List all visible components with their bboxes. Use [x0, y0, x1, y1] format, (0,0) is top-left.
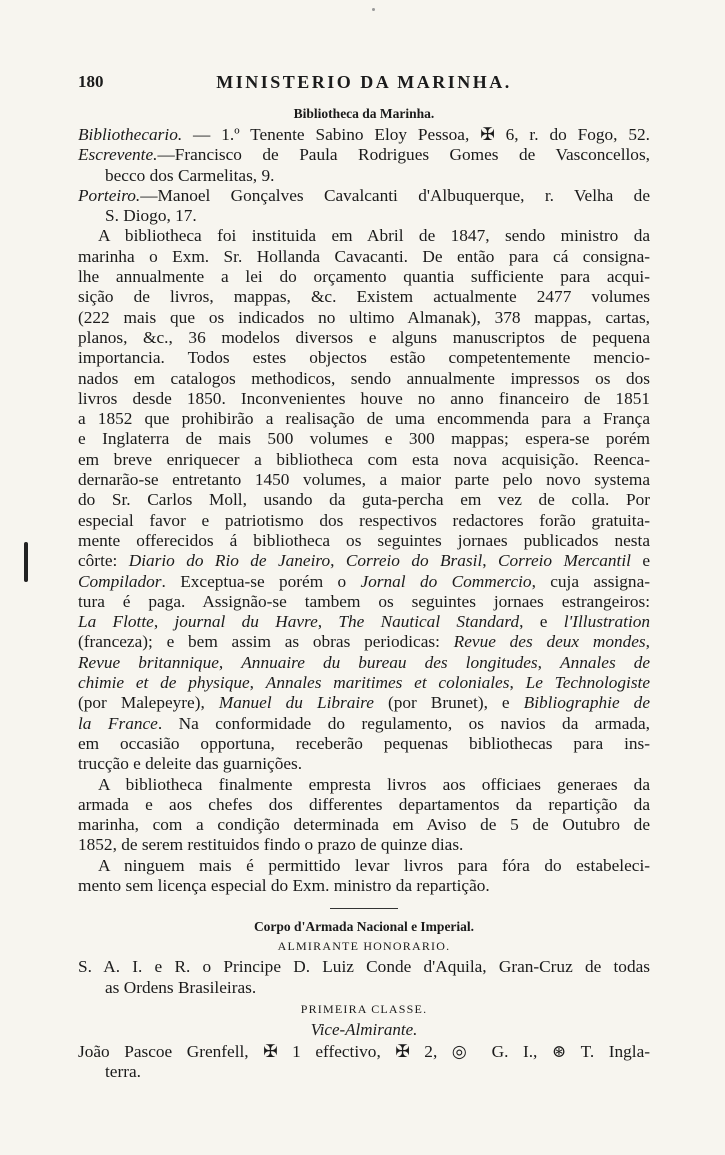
- text-line: João Pascoe Grenfell, ✠ 1 effectivo, ✠ 2, ◎ G. I., ⊛ T. Ingla-: [78, 1041, 650, 1061]
- staff-line: Porteiro.—Manoel Gonçalves Cavalcanti d'Albuquerque, r. Velha de: [78, 185, 650, 205]
- staff-line: Escrevente.—Francisco de Paula Rodrigues Gomes de Vasconcellos,: [78, 145, 650, 165]
- paragraph-book-loans: [78, 775, 650, 856]
- running-title: MINISTERIO DA MARINHA.: [216, 72, 512, 92]
- running-header: [78, 72, 650, 100]
- text-line: lhe annualmente a lei do orçamento quantia sufficiente para acqui-: [78, 267, 650, 287]
- subtitle-almirante-honorario: ALMIRANTE HONORARIO.: [277, 939, 451, 954]
- text-line: A ninguem mais é permittido levar livros para fóra do estabeleci-: [98, 855, 650, 875]
- text-line: importancia. Todos estes objectos estão competentemente mencio-: [78, 348, 650, 368]
- text-line: (franceza); e bem assim as obras periodicas: Revue des deux mondes,: [78, 632, 650, 652]
- paragraph-restriction: [78, 856, 650, 897]
- section-divider: [330, 908, 398, 909]
- text-line: mento sem licença especial do Exm. ministro da repartição.: [78, 875, 490, 895]
- text-line: livros desde 1850. Inconvenientes houve no anno financeiro de 1851: [78, 388, 650, 408]
- entry-principe: [78, 957, 650, 998]
- text-line: e Inglaterra de mais 500 volumes e 300 mappas; espera-se porém: [78, 429, 650, 449]
- section-title-bibliotheca: Bibliotheca da Marinha.: [293, 106, 435, 121]
- text-line: marinha o Exm. Sr. Hollanda Cavacanti. De então para cá consigna-: [78, 246, 650, 266]
- text-line: tura é paga. Assignão-se tambem os seguintes jornaes estrangeiros:: [78, 591, 650, 611]
- text-line: marinha, com a condição determinada em Aviso de 5 de Outubro de: [78, 815, 650, 835]
- text-line: em occasião opportuna, receberão pequenas bibliothecas para ins-: [78, 733, 650, 753]
- page-body: [78, 72, 650, 1082]
- paragraph-bibliotheca-history: [78, 226, 650, 774]
- rank-vice-almirante: Vice-Almirante.: [310, 1019, 418, 1039]
- text-line: côrte: Diario do Rio de Janeiro, Correio do Brasil, Correio Mercantil e: [78, 551, 651, 571]
- text-line: trucção e deleite das guarnições.: [78, 754, 303, 774]
- staff-line: S. Diogo, 17.: [105, 206, 197, 226]
- text-line: Revue britannique, Annuaire du bureau des longitudes, Annales de: [78, 652, 651, 672]
- text-line: la France. Na conformidade do regulamento, os navios da armada,: [78, 713, 651, 733]
- margin-bracket-mark: [24, 542, 28, 582]
- text-line: sição de livros, mappas, &c. Existem actualmente 2477 volumes: [78, 287, 650, 307]
- section-title-corpo-armada: Corpo d'Armada Nacional e Imperial.: [253, 919, 475, 935]
- text-line: chimie et de physique, Annales maritimes et coloniales, Le Technologiste: [78, 673, 651, 693]
- entry-grenfell: [78, 1042, 650, 1083]
- text-line: S. A. I. e R. o Principe D. Luiz Conde d'Aquila, Gran-Cruz de todas: [78, 957, 650, 977]
- text-line: especial favor e patriotismo dos respectivos redactores forão gratuita-: [78, 510, 650, 530]
- text-line: A bibliotheca finalmente empresta livros aos officiaes generaes da: [98, 774, 650, 794]
- text-line: a 1852 que prohibirão a realisação de uma encommenda para a França: [78, 409, 650, 429]
- text-line: mente offerecidos á bibliotheca os seguintes jornaes publicados nesta: [78, 530, 650, 550]
- speck: [372, 8, 375, 11]
- text-line: armada e aos chefes dos differentes departamentos da repartição da: [78, 794, 650, 814]
- text-line: planos, &c., 36 modelos diversos e alguns manuscriptos de pequena: [78, 327, 650, 347]
- text-line: dernarão-se entretanto 1450 volumes, a maior parte pelo novo systema: [78, 470, 650, 490]
- text-line: as Ordens Brasileiras.: [105, 977, 257, 997]
- text-line: Compilador. Exceptua-se porém o Jornal do Commercio, cuja assigna-: [78, 571, 650, 591]
- text-line: do Sr. Carlos Moll, usando da guta-percha em vez de colla. Por: [78, 490, 650, 510]
- page-number: 180: [78, 72, 104, 91]
- staff-line: Bibliothecario. — 1.º Tenente Sabino Eloy Pessoa, ✠ 6, r. do Fogo, 52.: [78, 125, 650, 144]
- text-line: (222 mais que os indicados no ultimo Almanak), 378 mappas, cartas,: [78, 307, 650, 327]
- text-line: nados em catalogos methodicos, sendo annualmente impressos os dos: [78, 368, 650, 388]
- text-line: em breve enriquecer a bibliotheca com esta nova acquisição. Reenca-: [78, 449, 650, 469]
- text-line: terra.: [105, 1062, 141, 1082]
- staff-line: becco dos Carmelitas, 9.: [105, 165, 275, 185]
- subtitle-primeira-classe: PRIMEIRA CLASSE.: [300, 1001, 428, 1016]
- staff-list: [78, 125, 650, 226]
- text-line: 1852, de serem restituidos findo o prazo de quinze dias.: [78, 835, 464, 855]
- text-line: La Flotte, journal du Havre, The Nautical Standard, e l'Illustration: [78, 612, 651, 632]
- text-line: (por Malepeyre), Manuel du Libraire (por Brunet), e Bibliographie de: [78, 693, 650, 713]
- text-line: A bibliotheca foi instituida em Abril de 1847, sendo ministro da: [98, 226, 650, 246]
